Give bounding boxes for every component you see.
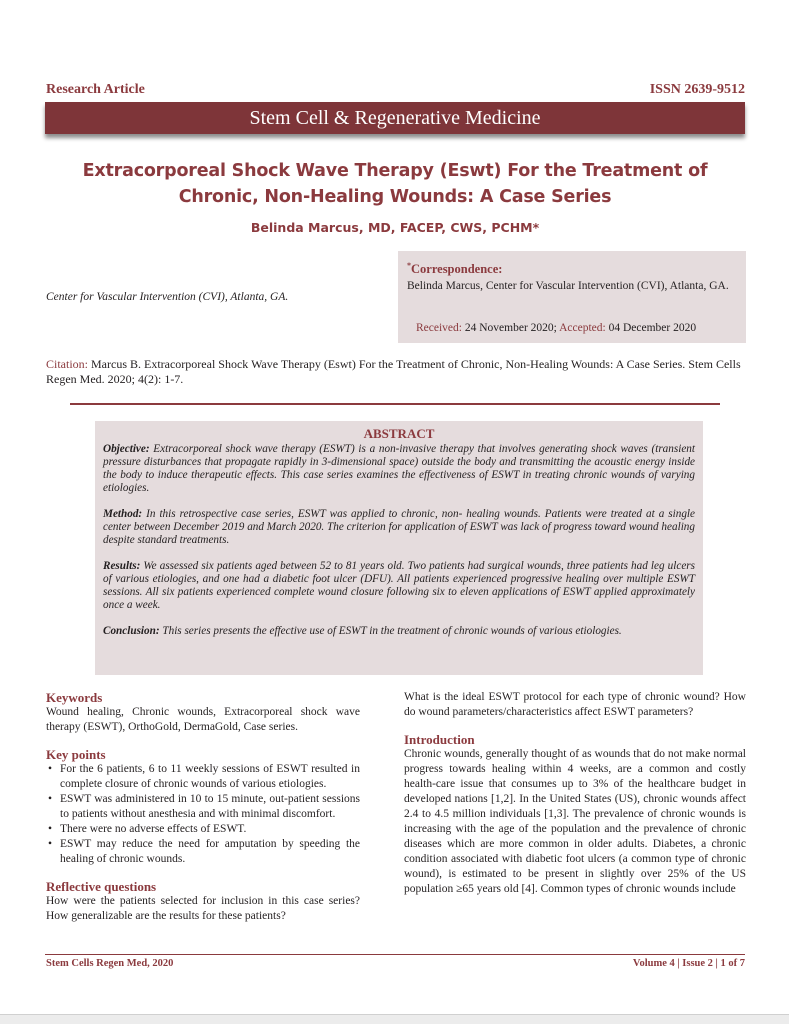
article-type-label: Research Article bbox=[46, 82, 145, 97]
correspondence-text: Belinda Marcus, Center for Vascular Intervention (CVI), Atlanta, GA. bbox=[407, 280, 729, 293]
page-bottom-edge bbox=[0, 1014, 789, 1024]
introduction-heading: Introduction bbox=[404, 732, 475, 747]
list-item: • ESWT was administered in 10 to 15 minute, out-patient sessions to patients without anesthesia and with minimal discomfort. bbox=[46, 792, 360, 822]
key-points-section bbox=[46, 747, 360, 867]
journal-banner: Stem Cell & Regenerative Medicine bbox=[45, 102, 745, 134]
abstract-method: Method: In this retrospective case series, ESWT was applied to chronic, non- healing wounds. Patients were treated at a single center between December 2019 and March 2020. The criterion for application of ESWT was lack of progress toward wound healing despite standard treatments. bbox=[103, 508, 695, 546]
abstract-box bbox=[95, 421, 703, 675]
abstract-title: ABSTRACT bbox=[363, 426, 435, 441]
abstract-conclusion: Conclusion: This series presents the effective use of ESWT in the treatment of chronic wounds of various etiologies. bbox=[103, 625, 622, 637]
footer-page-info: Volume 4 | Issue 2 | 1 of 7 bbox=[632, 958, 745, 969]
reflective-questions-section bbox=[46, 879, 360, 924]
reflective-questions-text: How were the patients selected for inclusion in this case series? How generalizable are the results for these patients? bbox=[46, 895, 360, 922]
issn-label: ISSN 2639-9512 bbox=[649, 82, 745, 97]
footer-rule bbox=[45, 954, 745, 955]
list-item: • ESWT may reduce the need for amputation by speeding the healing of chronic wounds. bbox=[46, 837, 360, 867]
list-item: • For the 6 patients, 6 to 11 weekly sessions of ESWT resulted in complete closure of chronic wounds of various etiologies. bbox=[46, 762, 360, 792]
author-line: Belinda Marcus, MD, FACEP, CWS, PCHM* bbox=[250, 220, 540, 235]
keywords-heading: Keywords bbox=[46, 690, 103, 705]
footer-journal: Stem Cells Regen Med, 2020 bbox=[46, 958, 174, 969]
key-points-heading: Key points bbox=[46, 747, 106, 762]
reflective-questions-continued: What is the ideal ESWT protocol for each type of chronic wound? How do wound parameters/characteristics affect ESWT parameters? bbox=[404, 691, 746, 718]
reflective-questions-heading: Reflective questions bbox=[46, 879, 157, 894]
keywords-section bbox=[46, 690, 360, 735]
received-accepted-dates: Received: 24 November 2020; Accepted: 04 December 2020 bbox=[416, 322, 697, 334]
correspondence-box bbox=[398, 251, 746, 343]
keywords-text: Wound healing, Chronic wounds, Extracorporeal shock wave therapy (ESWT), OrthoGold, DermaGold, Case series. bbox=[46, 706, 360, 733]
introduction-text: Chronic wounds, generally thought of as wounds that do not make normal progress towards healing within 4 weeks, are a common and costly health-care issue that consumes up to 3% of the healthcare budget in developed nations [1,2]. In the United States (US), chronic wounds affect 2.4 to 4.5 million individuals [1,3]. The prevalence of chronic wounds is increasing with the age of the population and the prevalence of chronic diseases which are more common in older adults. Diabetes, a chronic condition associated with diabetic foot ulcers (a common type of chronic wound), is estimated to be present in slightly over 25% of the US population ≥65 years old [4]. Common types of chronic wounds include bbox=[404, 748, 746, 895]
list-item: • There were no adverse effects of ESWT. bbox=[46, 822, 360, 837]
introduction-section bbox=[404, 732, 746, 897]
correspondence-title: *Correspondence: bbox=[407, 261, 503, 277]
left-column bbox=[46, 690, 360, 936]
right-column bbox=[404, 690, 746, 909]
article-title: Extracorporeal Shock Wave Therapy (Eswt) For the Treatment of Chronic, Non-Healing Wounds: A Case Series bbox=[82, 161, 708, 207]
abstract-objective: Objective: Extracorporeal shock wave therapy (ESWT) is a non-invasive therapy that involves generating shock waves (transient pressure disturbances that propagate rapidly in 3-dimensional space) outside the body and transmitting the acoustic energy inside the body to induce therapeutic effects. This case series examines the effectiveness of ESWT in treating chronic wounds of varying etiologies. bbox=[103, 443, 695, 494]
affiliation: Center for Vascular Intervention (CVI), Atlanta, GA. bbox=[46, 291, 289, 303]
citation: Citation: Marcus B. Extracorporeal Shock Wave Therapy (Eswt) For the Treatment of Chronic, Non-Healing Wounds: A Case Series. Stem Cells Regen Med. 2020; 4(2): 1-7. bbox=[46, 357, 741, 386]
abstract-results: Results: We assessed six patients aged between 52 to 81 years old. Two patients had surgical wounds, three patients had leg ulcers of various etiologies, and one had a diabetic foot ulcer (DFU). All patients experienced progressive healing over multiple ESWT sessions. All six patients experienced complete wound closure following six to eleven applications of ESWT applied approximately once a week. bbox=[103, 560, 695, 611]
section-divider bbox=[70, 403, 720, 405]
key-points-list bbox=[46, 762, 360, 867]
